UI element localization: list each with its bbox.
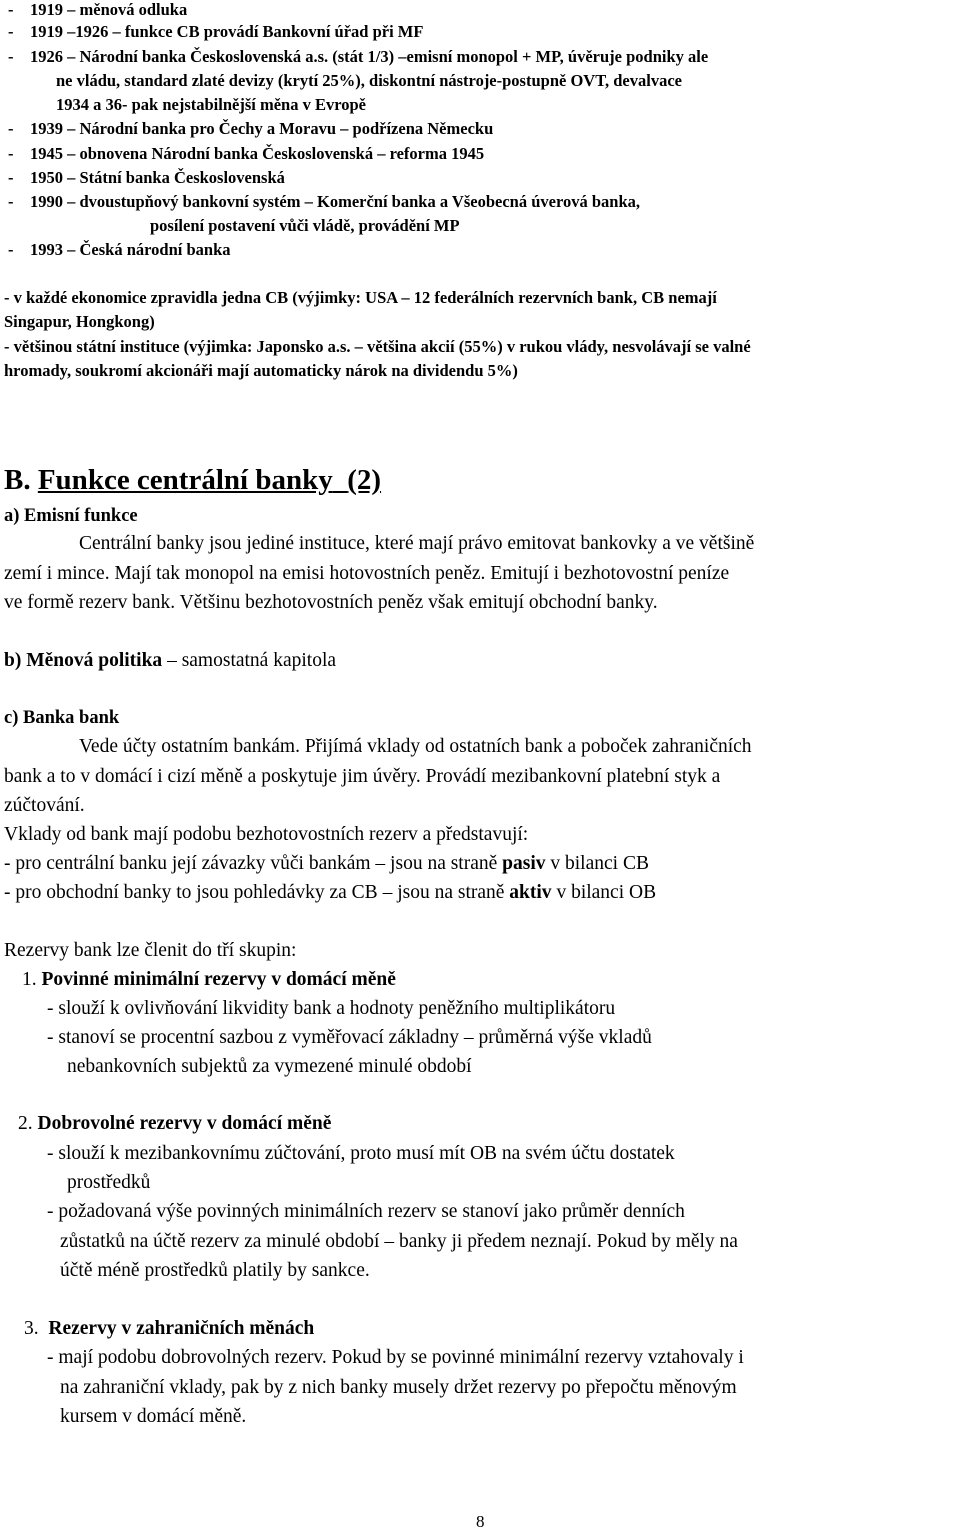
reserve-line: - slouží k mezibankovnímu zúčtování, proto musí mít OB na svém účtu dostatek (47, 1143, 675, 1164)
history-item: - 1939 – Národní banka pro Čechy a Moravu – podřízena Německu (8, 119, 494, 138)
reserve-line: na zahraniční vklady, pak by z nich banky musely držet rezervy po přepočtu měnovým (60, 1377, 737, 1398)
paragraph-line: Vklady od bank mají podobu bezhotovostních rezerv a představují: (4, 824, 529, 845)
history-item: - 1919 –1926 – funkce CB provádí Bankovní úřad při MF (8, 22, 424, 41)
reserves-intro: Rezervy bank lze členit do tří skupin: (4, 940, 297, 961)
paragraph-line: bank a to v domácí i cizí měně a poskytuje jim úvěry. Provádí mezibankovní platební styk a (4, 766, 721, 787)
reserve-line: - stanoví se procentní sazbou z vyměřovací základny – průměrná výše vkladů (47, 1027, 652, 1048)
history-item: - 1990 – dvoustupňový bankovní systém – Komerční banka a Všeobecná úverová banka, (8, 192, 641, 211)
history-item: - 1919 – měnová odluka (8, 0, 188, 19)
subheading-emission: a) Emisní funkce (4, 506, 138, 526)
paragraph-line: ve formě rezerv bank. Většinu bezhotovostních peněz však emitují obchodní banky. (4, 592, 658, 613)
paragraph-line: Vede účty ostatním bankám. Přijímá vklady od ostatních bank a poboček zahraničních (79, 736, 752, 757)
subheading-bank: c) Banka bank (4, 708, 120, 728)
reserve-line: prostředků (67, 1172, 151, 1193)
note-line: Singapur, Hongkong) (4, 312, 155, 331)
subheading-monetary: b) Měnová politika – samostatná kapitola (4, 650, 337, 671)
paragraph-line: Centrální banky jsou jediné instituce, které mají právo emitovat bankovky a ve většině (79, 533, 755, 554)
history-item-continuation: 1934 a 36- pak nejstabilnější měna v Evropě (56, 95, 367, 114)
paragraph-line: - pro centrální banku její závazky vůči bankám – jsou na straně pasiv v bilanci CB (4, 853, 649, 874)
reserve-group-title: 3. Rezervy v zahraničních měnách (24, 1318, 315, 1339)
reserve-line: kursem v domácí měně. (60, 1406, 247, 1427)
note-line: - většinou státní instituce (výjimka: Japonsko a.s. – většina akcií (55%) v rukou vlády, nesvolávají se valné (4, 337, 751, 356)
reserve-line: zůstatků na účtě rezerv za minulé období – banky ji předem neznají. Pokud by měly na (60, 1231, 738, 1252)
paragraph-line: - pro obchodní banky to jsou pohledávky za CB – jsou na straně aktiv v bilanci OB (4, 882, 657, 903)
paragraph-line: zúčtování. (4, 795, 85, 816)
history-item: - 1945 – obnovena Národní banka Československá – reforma 1945 (8, 144, 485, 163)
reserve-line: nebankovních subjektů za vymezené minulé období (67, 1056, 472, 1077)
reserve-line: účtě méně prostředků platily by sankce. (60, 1260, 370, 1281)
reserve-line: - slouží k ovlivňování likvidity bank a hodnoty peněžního multiplikátoru (47, 998, 616, 1019)
history-item: - 1950 – Státní banka Československá (8, 168, 285, 187)
reserve-group-title: 1. Povinné minimální rezervy v domácí měně (22, 969, 396, 990)
page-number: 8 (476, 1512, 485, 1531)
history-item-continuation: posílení postavení vůči vládě, provádění MP (150, 216, 460, 235)
reserve-group-title: 2. Dobrovolné rezervy v domácí měně (18, 1113, 332, 1134)
history-item: - 1926 – Národní banka Československá a.s. (stát 1/3) –emisní monopol + MP, úvěruje podniky ale (8, 47, 709, 66)
history-item: - 1993 – Česká národní banka (8, 240, 231, 259)
note-line: hromady, soukromí akcionáři mají automaticky nárok na dividendu 5%) (4, 361, 518, 380)
note-line: - v každé ekonomice zpravidla jedna CB (výjimky: USA – 12 federálních rezervních bank, CB nemají (4, 288, 717, 307)
reserve-line: - mají podobu dobrovolných rezerv. Pokud by se povinné minimální rezervy vztahovaly i (47, 1347, 744, 1368)
paragraph-line: zemí i mince. Mají tak monopol na emisi hotovostních peněz. Emitují i bezhotovostní peníze (4, 563, 730, 584)
history-item-continuation: ne vládu, standard zlaté devizy (krytí 25%), diskontní nástroje-postupně OVT, devalvace (56, 71, 682, 90)
reserve-line: - požadovaná výše povinných minimálních rezerv se stanoví jako průměr denních (47, 1201, 685, 1222)
section-title: B. Funkce centrální banky (2) (4, 464, 382, 496)
